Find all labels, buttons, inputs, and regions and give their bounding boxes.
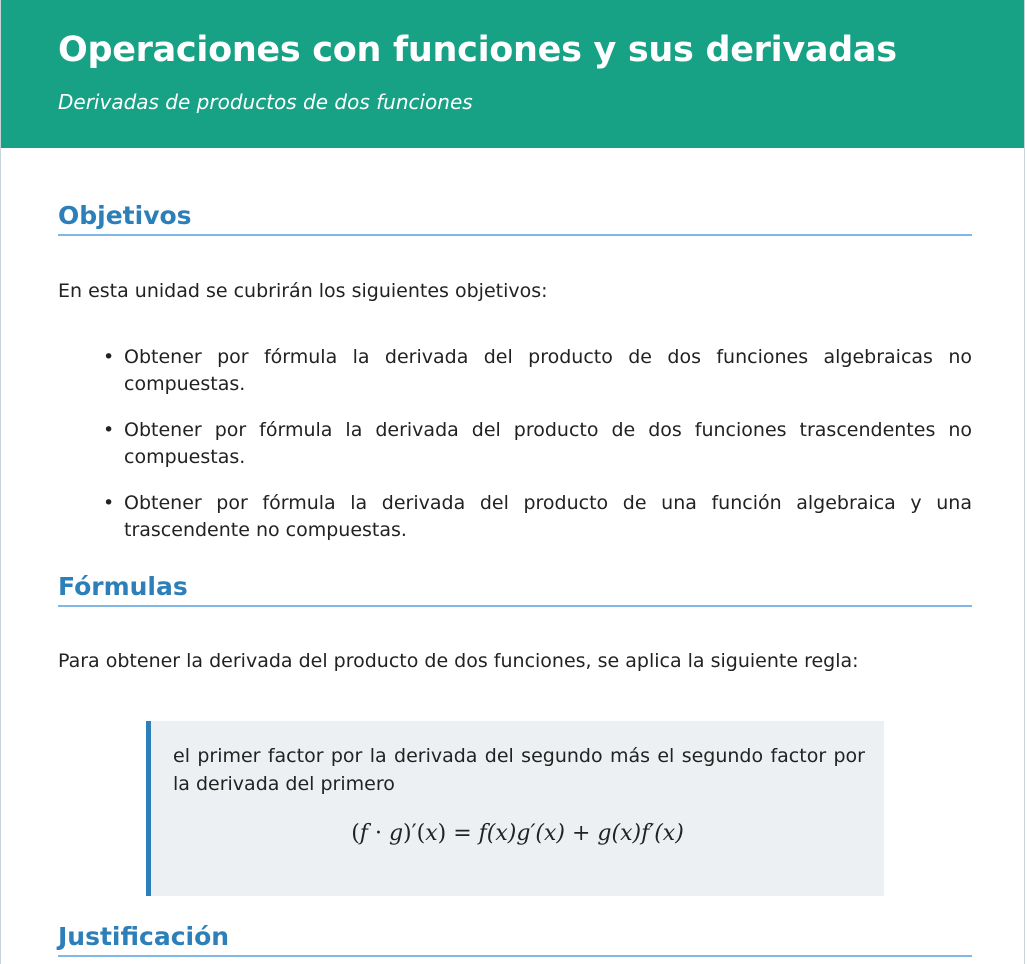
- objectives-intro: En esta unidad se cubrirán los siguientes objetivos:: [58, 280, 548, 302]
- formulas-intro: Para obtener la derivada del producto de dos funciones, se aplica la siguiente regla:: [58, 650, 859, 672]
- page-title: Operaciones con funciones y sus derivadas: [58, 30, 897, 70]
- formula-g: g: [388, 821, 404, 846]
- formula-equals: =: [446, 821, 479, 846]
- objectives-list: [58, 344, 972, 563]
- page-subtitle: Derivadas de productos de dos funciones: [58, 90, 473, 114]
- list-item: [58, 344, 972, 398]
- product-rule-formula: [151, 821, 884, 846]
- rule-text: el primer factor por la derivada del segundo más el segundo factor por la derivada del primero: [173, 745, 865, 795]
- list-item-text: Obtener por fórmula la derivada del producto de dos funciones trascendentes no compuestas.: [124, 419, 972, 468]
- list-item-text: Obtener por fórmula la derivada del producto de una función algebraica y una trascendente no compuestas.: [124, 492, 972, 541]
- bullet-icon: •: [103, 492, 115, 514]
- bullet-icon: •: [103, 346, 115, 368]
- header-banner: [1, 0, 1025, 148]
- formula-rhs: f(x)g′(x) + g(x)f′(x): [478, 821, 684, 846]
- list-item: [58, 417, 972, 471]
- section-heading-justification: Justificación: [58, 921, 972, 957]
- formula-lhs-close: )′(: [403, 821, 426, 846]
- rule-callout: [146, 721, 884, 896]
- formula-dot: ·: [367, 821, 389, 846]
- list-item-text: Obtener por fórmula la derivada del producto de dos funciones algebraicas no compuestas.: [124, 346, 972, 395]
- section-heading-formulas: Fórmulas: [58, 571, 972, 607]
- formula-lhs-open: (: [351, 821, 360, 846]
- section-heading-objectives: Objetivos: [58, 200, 972, 236]
- formula-close: ): [437, 821, 447, 846]
- list-item: [58, 490, 972, 544]
- formula-x: x: [425, 821, 438, 846]
- formula-f: f: [359, 821, 368, 846]
- bullet-icon: •: [103, 419, 115, 441]
